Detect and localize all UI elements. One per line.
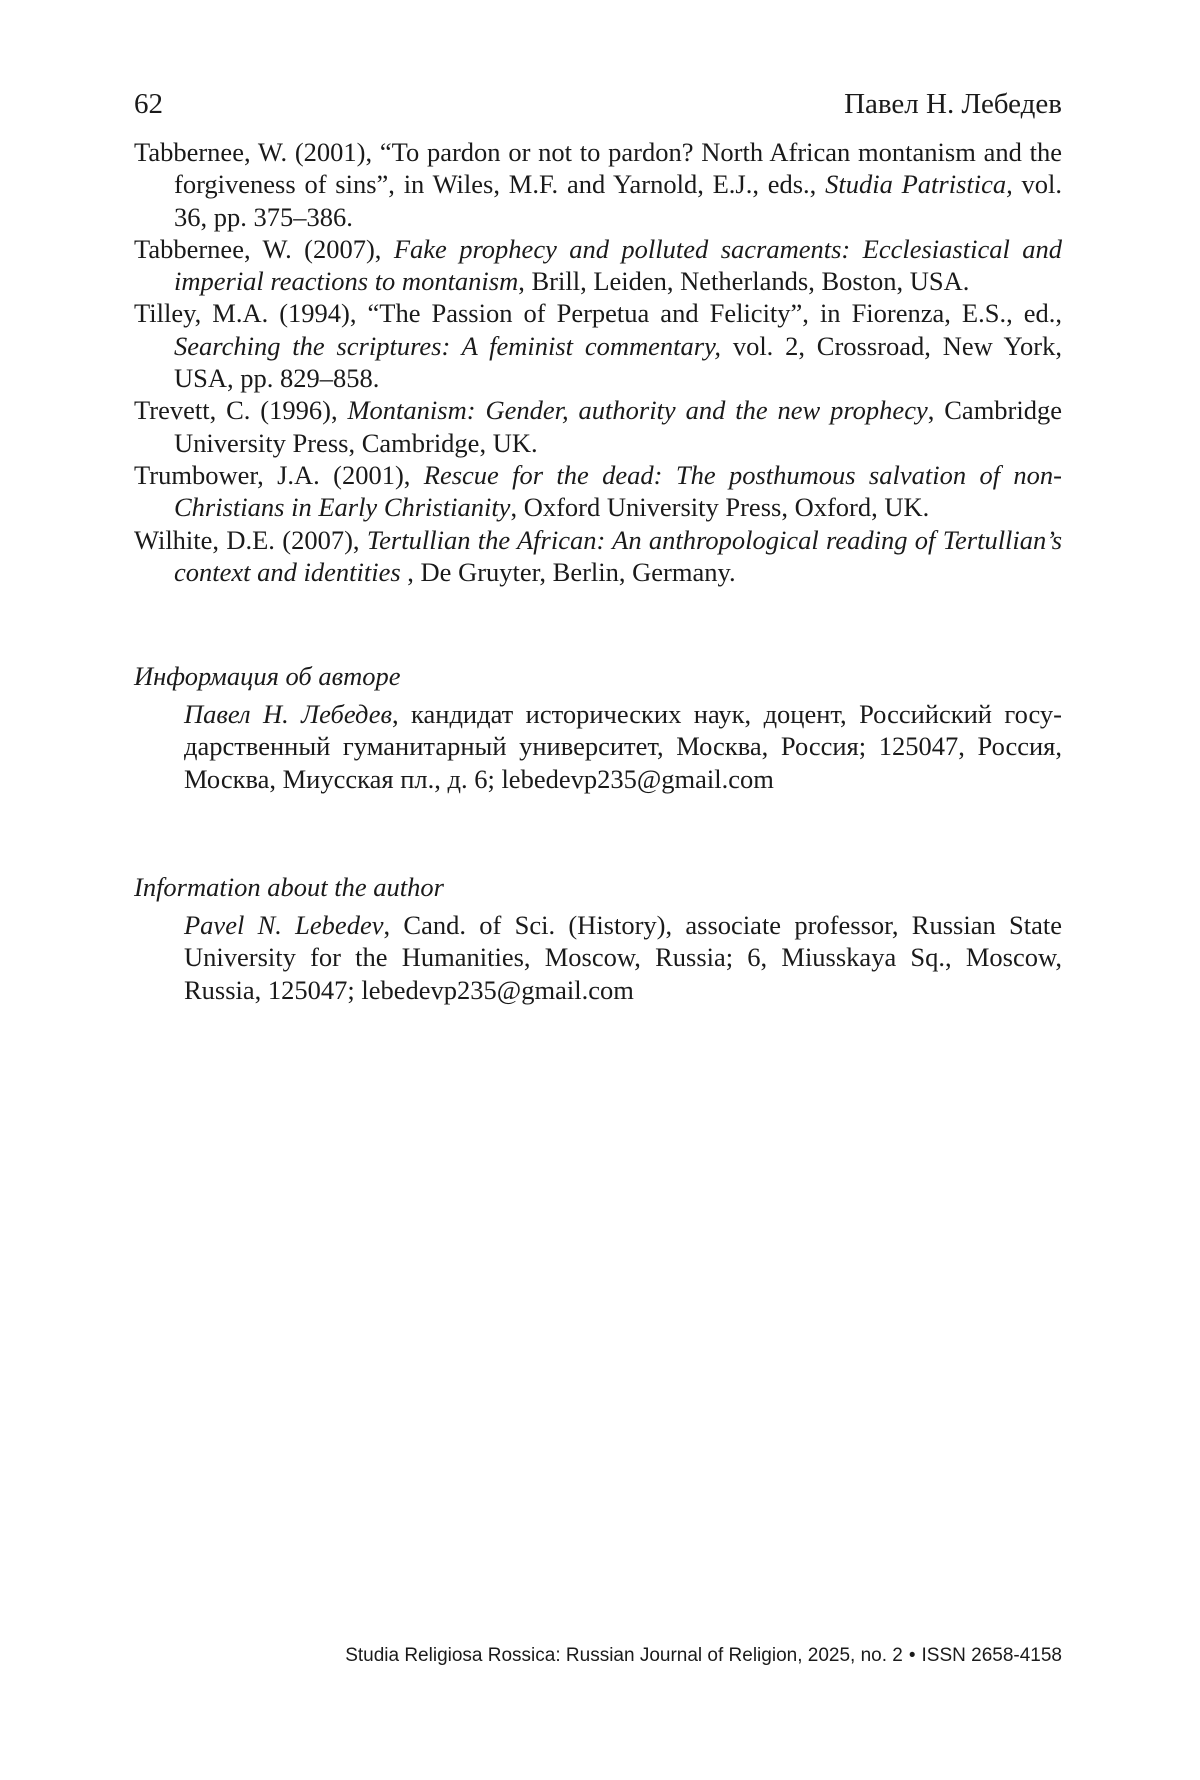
reference-text: Tilley, M.A. (1994), “The Passion of Perpetua and Felicity”, in Fiorenza, E.S., ed., [134, 298, 1062, 329]
author-details: , кандидат исторических наук, доцент, Российский государственный гуманитарный университет, Москва, Россия; 125047, Россия, Москва, Миусская пл., д. 6; lebedevp235@gmail.com [184, 699, 1062, 794]
reference-list [134, 136, 1062, 588]
running-head-author: Павел Н. Лебедев [844, 88, 1062, 120]
reference-title: Tertullian the African: An anthropological reading of Tertullian’s context and identities [174, 524, 1063, 587]
author-details: , Cand. of Sci. (History), associate professor, Russian State University for the Humanities, Moscow, Russia; 6, Miusskaya Sq., Moscow, Russia, 125047; lebedevp235@gmail.com [184, 910, 1062, 1005]
reference-text: , Cambridge University Press, Cambridge, UK. [174, 395, 1063, 458]
reference-text: vol. 2, Crossroad, New York, USA, pp. 829–858. [174, 330, 1062, 394]
reference-item [134, 136, 1062, 233]
reference-text: Trumbower, J.A. (2001), [134, 459, 424, 490]
reference-title: Fake prophecy and polluted sacraments: Ecclesiastical and imperial reactions to montanism [174, 233, 1062, 297]
reference-item [134, 394, 1062, 459]
journal-citation: Studia Religiosa Rossica: Russian Journal of Religion, 2025, no. 2 [345, 1645, 903, 1666]
author-name: Павел Н. Лебедев [184, 699, 392, 730]
reference-text: Tabbernee, W. (2001), “To pardon or not to pardon? North African montanism and the forgiveness of sins”, in Wiles, M.F. and Yarnold, E.J., eds., [134, 137, 1062, 200]
author-info-body [184, 698, 1062, 795]
issn: ISSN 2658-4158 [921, 1645, 1062, 1666]
reference-item [134, 233, 1062, 298]
reference-text: , Brill, Leiden, Netherlands, Boston, USA. [518, 266, 970, 297]
reference-title: Rescue for the dead: The posthumous salvation of non-Christians in Early Christianity [174, 459, 1062, 523]
reference-item [134, 297, 1062, 394]
author-info-english [134, 871, 1062, 1006]
running-head [134, 80, 1062, 128]
bullet-separator: • [908, 1645, 916, 1666]
reference-text: vol. 36, pp. 375–386. [174, 169, 1063, 232]
reference-title: Searching the scriptures: A feminist commentary, [174, 330, 722, 361]
reference-text: , Oxford University Press, Oxford, UK. [510, 492, 930, 523]
reference-title: Studia Patristica, [825, 169, 1013, 200]
author-info-heading: Information about the author [134, 872, 444, 903]
reference-text: Tabbernee, W. (2007), [134, 233, 394, 264]
reference-item [134, 524, 1062, 589]
page-number: 62 [134, 88, 163, 120]
reference-item [134, 459, 1062, 524]
author-info-body [184, 909, 1062, 1006]
reference-title: Montanism: Gender, authority and the new prophecy [347, 395, 928, 426]
journal-footer [345, 1643, 1062, 1669]
reference-text: , De Gruyter, Berlin, Germany. [400, 556, 736, 587]
reference-text: Wilhite, D.E. (2007), [134, 524, 367, 555]
author-info-heading: Информация об авторе [134, 661, 401, 692]
author-name: Pavel N. Lebedev [184, 910, 384, 941]
author-info-russian [134, 660, 1062, 795]
reference-text: Trevett, C. (1996), [134, 395, 348, 426]
page-content [134, 80, 1062, 1006]
